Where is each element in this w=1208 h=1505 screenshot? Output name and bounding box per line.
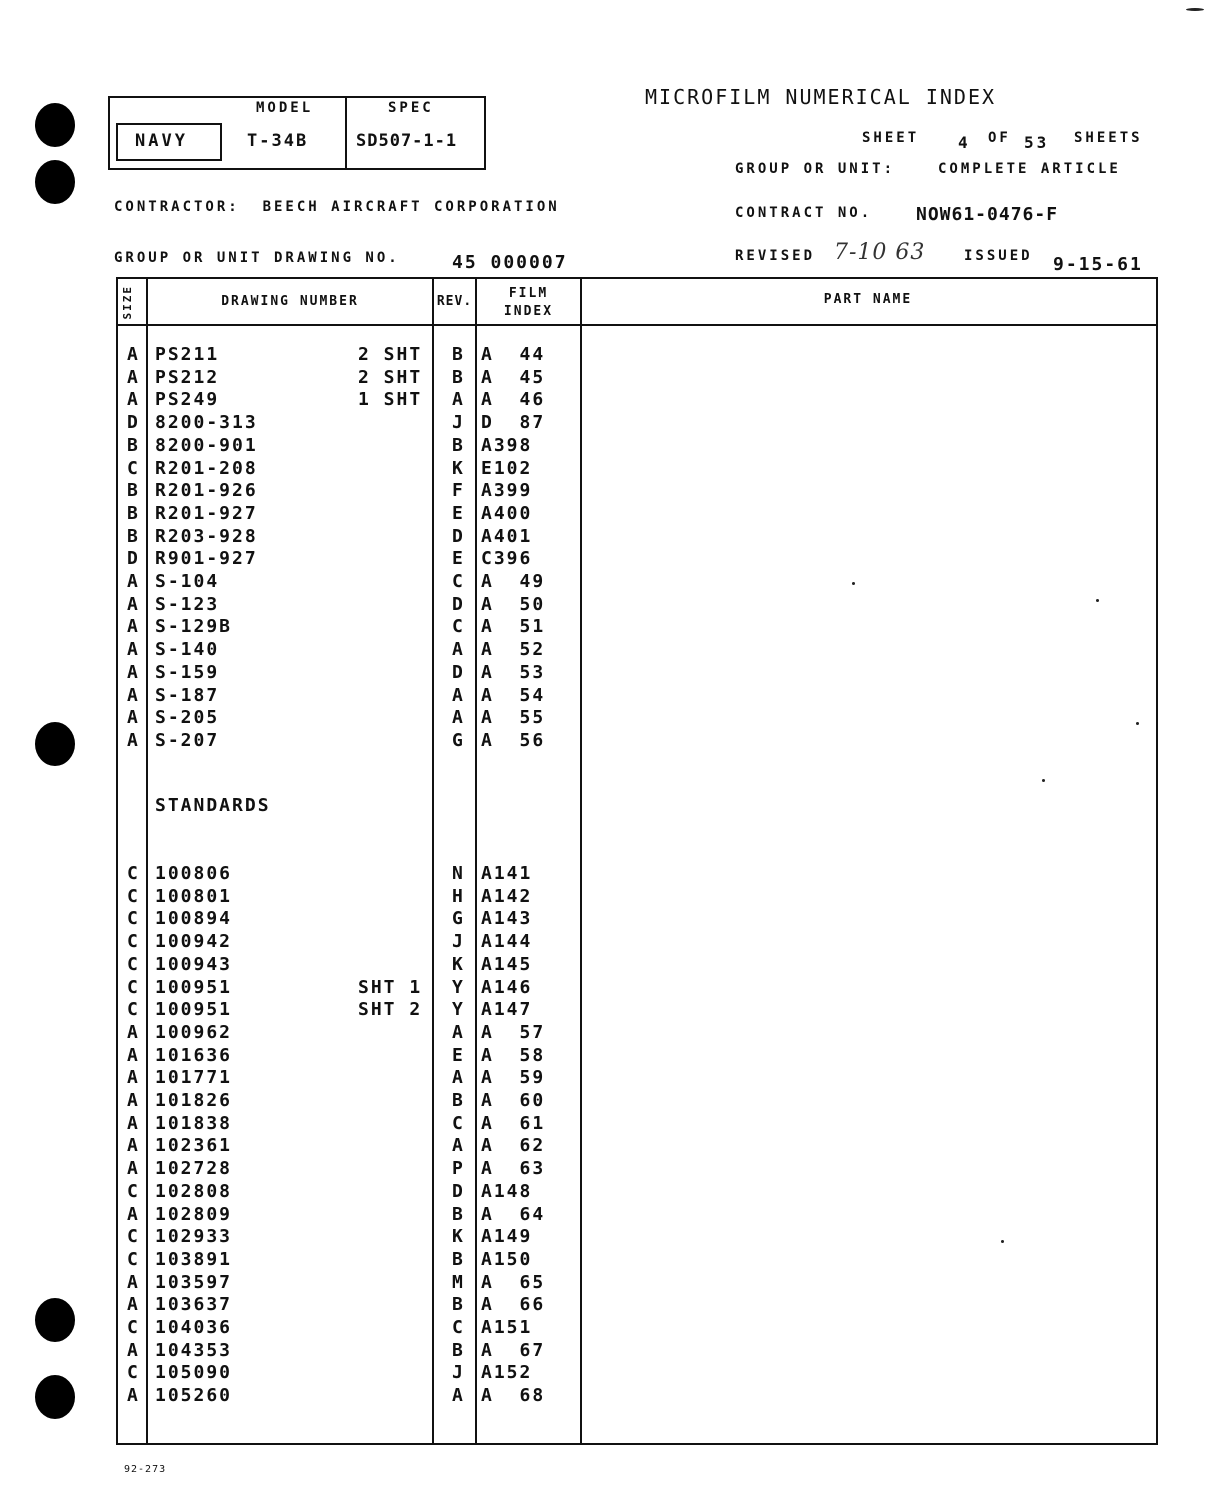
row-film-index: A152 xyxy=(481,1362,533,1383)
row-drawing-number: 101636 xyxy=(155,1045,233,1066)
row-rev: B xyxy=(452,435,465,456)
row-size: A xyxy=(127,1135,140,1156)
row-drawing-number: S-207 xyxy=(155,730,220,751)
row-rev: K xyxy=(452,458,465,479)
row-rev: C xyxy=(452,571,465,592)
row-rev: B xyxy=(452,367,465,388)
row-size: A xyxy=(127,730,140,751)
drawing-no-label: GROUP OR UNIT DRAWING NO. xyxy=(114,250,400,266)
section-label-standards: STANDARDS xyxy=(155,795,271,816)
row-rev: Y xyxy=(452,977,465,998)
row-film-index: A399 xyxy=(481,480,533,501)
row-drawing-number: 101771 xyxy=(155,1067,233,1088)
speck xyxy=(1186,8,1204,11)
row-film-index: A400 xyxy=(481,503,533,524)
row-size: B xyxy=(127,435,140,456)
row-sheet-count: SHT 2 xyxy=(358,999,423,1020)
col-head-size: SIZE xyxy=(121,285,134,320)
row-drawing-number: PS212 xyxy=(155,367,220,388)
row-film-index: A 66 xyxy=(481,1294,546,1315)
row-sheet-count: 2 SHT xyxy=(358,367,423,388)
row-rev: A xyxy=(452,685,465,706)
spec-value: SD507-1-1 xyxy=(356,131,458,151)
model-label: MODEL xyxy=(256,100,314,116)
row-rev: B xyxy=(452,1340,465,1361)
row-film-index: A143 xyxy=(481,908,533,929)
row-size: D xyxy=(127,548,140,569)
row-film-index: A 65 xyxy=(481,1272,546,1293)
row-drawing-number: R201-927 xyxy=(155,503,258,524)
row-rev: D xyxy=(452,526,465,547)
row-size: A xyxy=(127,1113,140,1134)
row-size: C xyxy=(127,1317,140,1338)
row-size: A xyxy=(127,571,140,592)
drawing-no-value: 45 000007 xyxy=(452,252,568,273)
row-film-index: D 87 xyxy=(481,412,546,433)
issued-label: ISSUED xyxy=(964,248,1033,264)
row-rev: C xyxy=(452,616,465,637)
row-film-index: A 68 xyxy=(481,1385,546,1406)
row-rev: N xyxy=(452,863,465,884)
navy-value: NAVY xyxy=(135,131,188,151)
row-size: C xyxy=(127,908,140,929)
row-rev: A xyxy=(452,1067,465,1088)
row-film-index: A150 xyxy=(481,1249,533,1270)
row-size: A xyxy=(127,1385,140,1406)
index-table xyxy=(116,277,1158,1445)
row-rev: J xyxy=(452,412,465,433)
drawing-column-rule xyxy=(432,277,434,1443)
row-rev: Y xyxy=(452,999,465,1020)
revised-value: 7-10 63 xyxy=(834,240,926,265)
row-drawing-number: 105260 xyxy=(155,1385,233,1406)
row-size: C xyxy=(127,1362,140,1383)
row-size: A xyxy=(127,1272,140,1293)
sheet-label: SHEET xyxy=(862,130,920,146)
row-drawing-number: 100801 xyxy=(155,886,233,907)
sheet-number: 4 xyxy=(958,133,971,152)
row-rev: H xyxy=(452,886,465,907)
row-drawing-number: 102809 xyxy=(155,1204,233,1225)
group-value: COMPLETE ARTICLE xyxy=(938,161,1121,177)
row-size: C xyxy=(127,1226,140,1247)
row-rev: B xyxy=(452,344,465,365)
row-size: A xyxy=(127,639,140,660)
row-size: C xyxy=(127,863,140,884)
row-rev: B xyxy=(452,1204,465,1225)
row-film-index: A147 xyxy=(481,999,533,1020)
film-column-rule xyxy=(580,277,582,1443)
row-drawing-number: 101826 xyxy=(155,1090,233,1111)
row-size: A xyxy=(127,594,140,615)
row-drawing-number: 102361 xyxy=(155,1135,233,1156)
row-rev: B xyxy=(452,1294,465,1315)
row-drawing-number: 100951 xyxy=(155,977,233,998)
binder-hole xyxy=(35,1298,75,1342)
row-rev: G xyxy=(452,730,465,751)
row-film-index: A 59 xyxy=(481,1067,546,1088)
row-size: A xyxy=(127,707,140,728)
table-header-rule xyxy=(116,324,1156,326)
row-drawing-number: PS211 xyxy=(155,344,220,365)
row-film-index: A 61 xyxy=(481,1113,546,1134)
row-film-index: A 62 xyxy=(481,1135,546,1156)
row-size: B xyxy=(127,526,140,547)
row-drawing-number: 8200-313 xyxy=(155,412,258,433)
row-film-index: A 44 xyxy=(481,344,546,365)
revised-label: REVISED xyxy=(735,248,816,264)
row-drawing-number: 100962 xyxy=(155,1022,233,1043)
row-film-index: A 55 xyxy=(481,707,546,728)
row-film-index: A 51 xyxy=(481,616,546,637)
row-rev: D xyxy=(452,1181,465,1202)
row-rev: D xyxy=(452,594,465,615)
row-size: A xyxy=(127,367,140,388)
row-drawing-number: R201-208 xyxy=(155,458,258,479)
row-drawing-number: 105090 xyxy=(155,1362,233,1383)
group-label: GROUP OR UNIT: xyxy=(735,161,896,177)
row-size: D xyxy=(127,412,140,433)
binder-hole xyxy=(35,103,75,147)
row-drawing-number: 100943 xyxy=(155,954,233,975)
issued-value: 9-15-61 xyxy=(1053,254,1143,275)
row-rev: A xyxy=(452,707,465,728)
row-film-index: C396 xyxy=(481,548,533,569)
row-size: A xyxy=(127,662,140,683)
row-film-index: A 57 xyxy=(481,1022,546,1043)
size-column-rule xyxy=(146,277,148,1443)
row-film-index: A149 xyxy=(481,1226,533,1247)
row-rev: B xyxy=(452,1249,465,1270)
row-film-index: A146 xyxy=(481,977,533,998)
row-drawing-number: 104353 xyxy=(155,1340,233,1361)
model-spec-divider xyxy=(345,96,347,168)
of-label: OF xyxy=(988,130,1011,146)
col-head-film-1: FILM xyxy=(508,286,549,301)
row-drawing-number: 102728 xyxy=(155,1158,233,1179)
row-drawing-number: 102933 xyxy=(155,1226,233,1247)
model-value: T-34B xyxy=(247,131,309,151)
row-drawing-number: 104036 xyxy=(155,1317,233,1338)
col-head-rev: REV. xyxy=(436,294,473,309)
row-size: C xyxy=(127,458,140,479)
row-drawing-number: S-129B xyxy=(155,616,233,637)
row-film-index: A141 xyxy=(481,863,533,884)
col-head-drawing-number: DRAWING NUMBER xyxy=(221,294,359,309)
contract-label: CONTRACT NO. xyxy=(735,205,873,221)
sheets-label: SHEETS xyxy=(1074,130,1143,146)
row-size: C xyxy=(127,954,140,975)
spec-label: SPEC xyxy=(388,100,434,116)
row-drawing-number: 101838 xyxy=(155,1113,233,1134)
row-drawing-number: 103891 xyxy=(155,1249,233,1270)
rev-column-rule xyxy=(475,277,477,1443)
row-film-index: E102 xyxy=(481,458,533,479)
row-drawing-number: R201-926 xyxy=(155,480,258,501)
page-title: MICROFILM NUMERICAL INDEX xyxy=(645,85,997,109)
row-film-index: A 49 xyxy=(481,571,546,592)
binder-hole xyxy=(35,722,75,766)
row-rev: A xyxy=(452,1022,465,1043)
row-size: A xyxy=(127,1340,140,1361)
row-film-index: A145 xyxy=(481,954,533,975)
row-rev: E xyxy=(452,503,465,524)
row-film-index: A 60 xyxy=(481,1090,546,1111)
row-rev: E xyxy=(452,548,465,569)
row-size: A xyxy=(127,1158,140,1179)
row-size: A xyxy=(127,344,140,365)
row-sheet-count: 1 SHT xyxy=(358,389,423,410)
row-sheet-count: SHT 1 xyxy=(358,977,423,998)
row-size: A xyxy=(127,1294,140,1315)
row-size: A xyxy=(127,1067,140,1088)
row-rev: F xyxy=(452,480,465,501)
row-film-index: A398 xyxy=(481,435,533,456)
row-size: B xyxy=(127,503,140,524)
row-size: A xyxy=(127,1045,140,1066)
row-film-index: A 45 xyxy=(481,367,546,388)
col-head-part-name: PART NAME xyxy=(823,292,913,307)
row-film-index: A 67 xyxy=(481,1340,546,1361)
row-drawing-number: S-140 xyxy=(155,639,220,660)
row-size: C xyxy=(127,999,140,1020)
row-size: C xyxy=(127,886,140,907)
row-film-index: A 50 xyxy=(481,594,546,615)
row-drawing-number: S-205 xyxy=(155,707,220,728)
row-film-index: A 53 xyxy=(481,662,546,683)
contract-value: NOW61-0476-F xyxy=(916,204,1059,225)
row-drawing-number: R203-928 xyxy=(155,526,258,547)
row-rev: P xyxy=(452,1158,465,1179)
row-size: A xyxy=(127,1204,140,1225)
row-film-index: A151 xyxy=(481,1317,533,1338)
row-film-index: A401 xyxy=(481,526,533,547)
row-drawing-number: S-159 xyxy=(155,662,220,683)
row-drawing-number: 100951 xyxy=(155,999,233,1020)
row-drawing-number: 100942 xyxy=(155,931,233,952)
row-rev: G xyxy=(452,908,465,929)
row-size: C xyxy=(127,977,140,998)
row-film-index: A142 xyxy=(481,886,533,907)
row-rev: A xyxy=(452,1385,465,1406)
row-film-index: A148 xyxy=(481,1181,533,1202)
row-rev: A xyxy=(452,389,465,410)
row-rev: K xyxy=(452,1226,465,1247)
row-drawing-number: 103597 xyxy=(155,1272,233,1293)
row-size: A xyxy=(127,685,140,706)
row-rev: B xyxy=(452,1090,465,1111)
row-film-index: A 56 xyxy=(481,730,546,751)
row-sheet-count: 2 SHT xyxy=(358,344,423,365)
row-drawing-number: S-187 xyxy=(155,685,220,706)
row-drawing-number: R901-927 xyxy=(155,548,258,569)
row-size: B xyxy=(127,480,140,501)
row-film-index: A 64 xyxy=(481,1204,546,1225)
row-drawing-number: 102808 xyxy=(155,1181,233,1202)
row-rev: C xyxy=(452,1113,465,1134)
row-film-index: A 54 xyxy=(481,685,546,706)
row-film-index: A144 xyxy=(481,931,533,952)
row-size: A xyxy=(127,616,140,637)
row-rev: K xyxy=(452,954,465,975)
row-size: A xyxy=(127,1022,140,1043)
col-head-film-2: INDEX xyxy=(503,304,554,319)
row-rev: J xyxy=(452,931,465,952)
row-rev: C xyxy=(452,1317,465,1338)
row-rev: E xyxy=(452,1045,465,1066)
contractor: CONTRACTOR: BEECH AIRCRAFT CORPORATION xyxy=(114,199,560,215)
row-rev: D xyxy=(452,662,465,683)
row-rev: J xyxy=(452,1362,465,1383)
binder-hole xyxy=(35,160,75,204)
row-rev: A xyxy=(452,639,465,660)
form-number: 92-273 xyxy=(124,1464,167,1475)
row-drawing-number: 100894 xyxy=(155,908,233,929)
row-size: C xyxy=(127,1249,140,1270)
row-rev: M xyxy=(452,1272,465,1293)
row-drawing-number: 8200-901 xyxy=(155,435,258,456)
row-rev: A xyxy=(452,1135,465,1156)
row-size: C xyxy=(127,931,140,952)
row-drawing-number: PS249 xyxy=(155,389,220,410)
row-size: A xyxy=(127,1090,140,1111)
sheet-total: 53 xyxy=(1024,133,1050,152)
binder-hole xyxy=(35,1375,75,1419)
row-size: C xyxy=(127,1181,140,1202)
row-drawing-number: 100806 xyxy=(155,863,233,884)
row-drawing-number: S-123 xyxy=(155,594,220,615)
row-drawing-number: S-104 xyxy=(155,571,220,592)
row-size: A xyxy=(127,389,140,410)
row-drawing-number: 103637 xyxy=(155,1294,233,1315)
row-film-index: A 46 xyxy=(481,389,546,410)
row-film-index: A 63 xyxy=(481,1158,546,1179)
row-film-index: A 52 xyxy=(481,639,546,660)
row-film-index: A 58 xyxy=(481,1045,546,1066)
